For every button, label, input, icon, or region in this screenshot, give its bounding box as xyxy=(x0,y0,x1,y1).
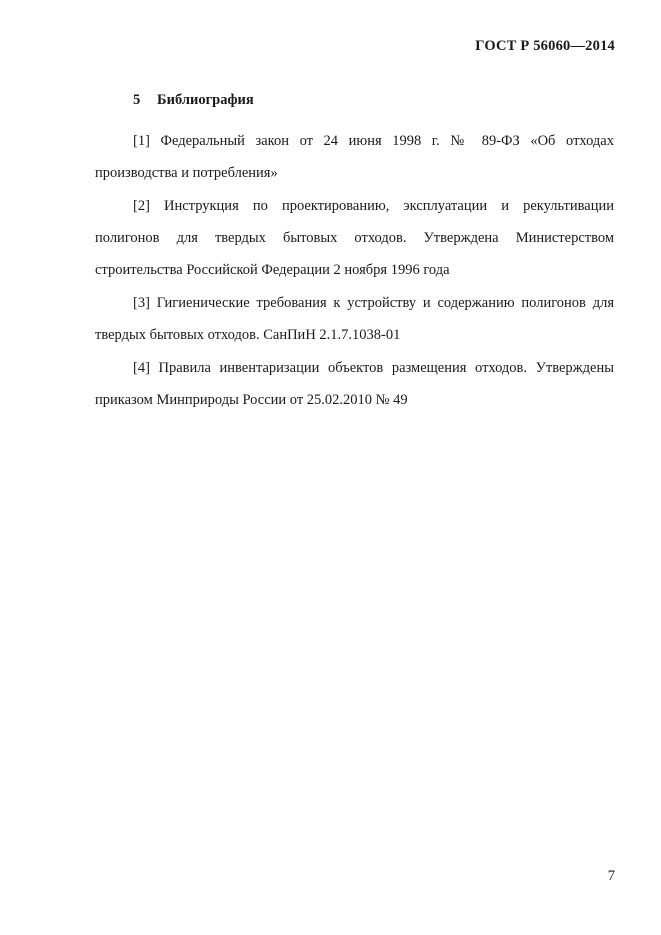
standard-code-header: ГОСТ Р 56060—2014 xyxy=(475,38,615,54)
bibliography-entry: [1] Федеральный закон от 24 июня 1998 г. № 89-ФЗ «Об отходах производства и потребления» xyxy=(95,133,614,181)
section-title: Библиография xyxy=(157,92,254,108)
section-heading xyxy=(133,92,254,109)
page-number: 7 xyxy=(607,868,615,884)
bibliography-entry: [2] Инструкция по проектированию, эксплуатации и рекультивации полигонов для твердых бытовых отходов. Утверждена Министерством строительства Российской Федерации 2 ноября 1996 года xyxy=(95,198,614,278)
section-number: 5 xyxy=(133,92,141,108)
bibliography-entry: [3] Гигиенические требования к устройству и содержанию полигонов для твердых бытовых отходов. СанПиН 2.1.7.1038-01 xyxy=(95,295,614,343)
bibliography-list xyxy=(95,125,614,417)
bibliography-entry: [4] Правила инвентаризации объектов размещения отходов. Утверждены приказом Минприроды России от 25.02.2010 № 49 xyxy=(95,360,614,408)
